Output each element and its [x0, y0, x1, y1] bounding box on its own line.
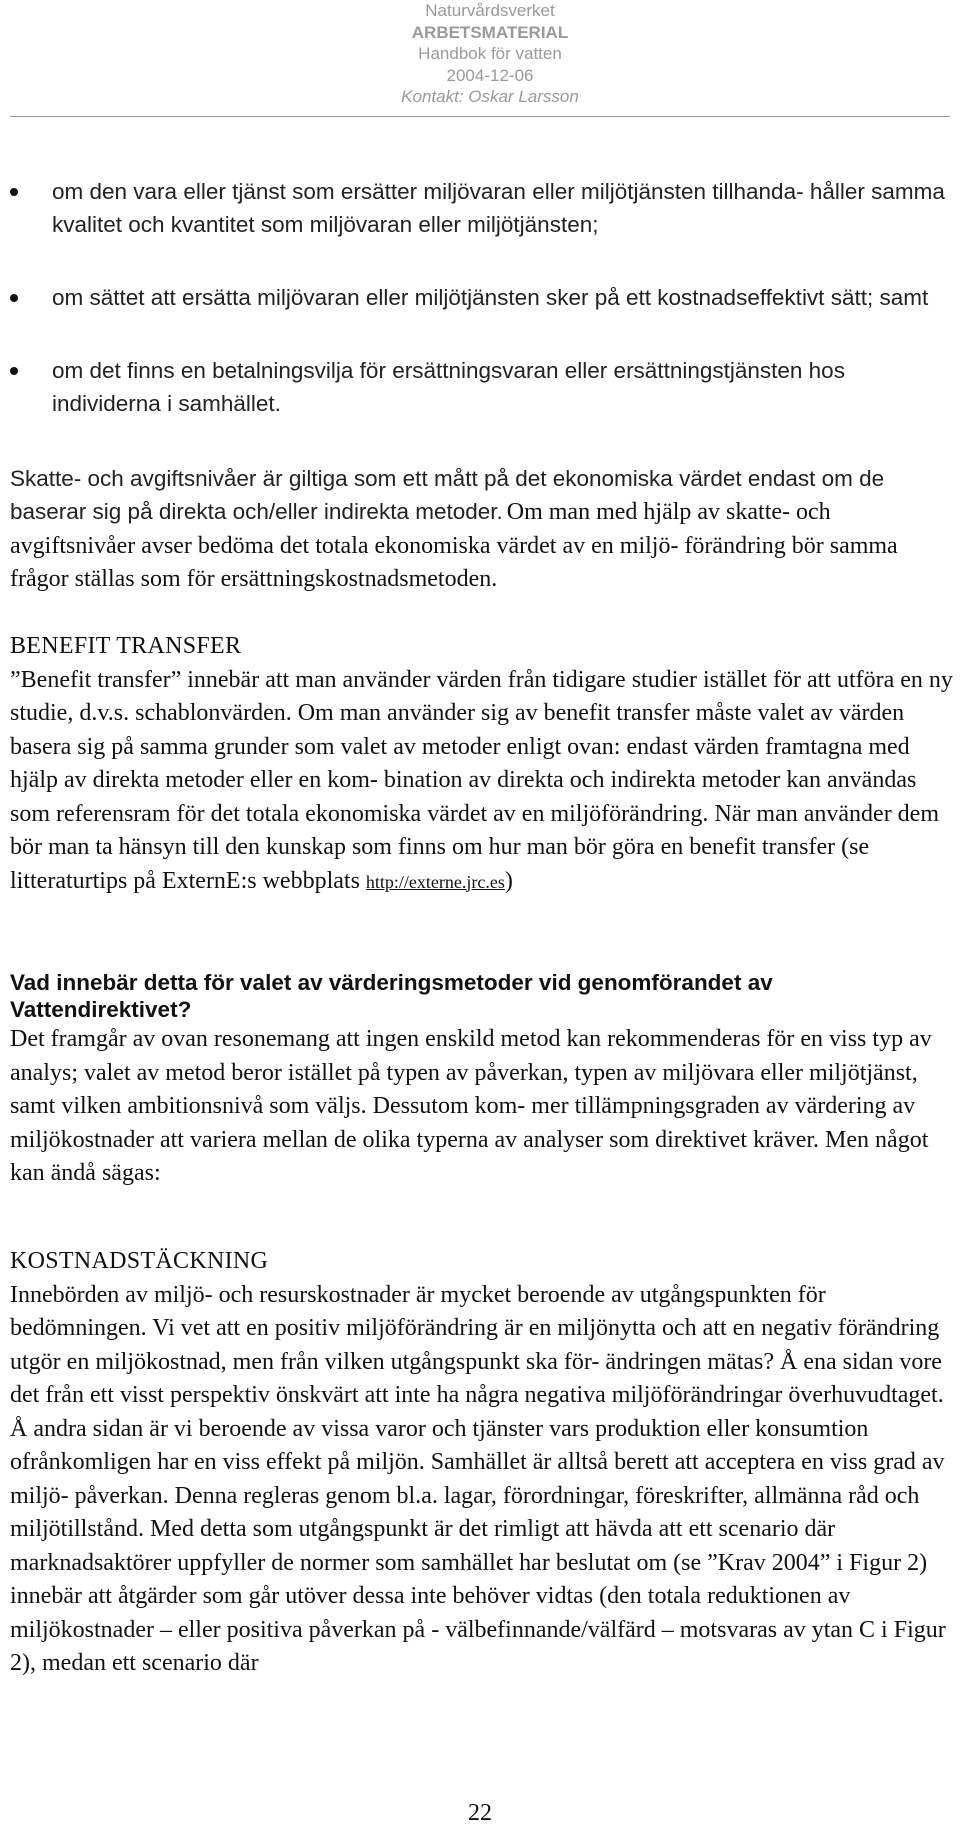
page-header	[380, 0, 600, 108]
question-paragraph	[10, 1023, 955, 1191]
paragraph-skatte-serif: Om man med hjälp av skatte- och avgiftsnivåer avser bedöma det totala ekonomiska värdet av en miljö- förändring bör samma frågor ställas som för ersättningskostnadsmetoden.	[10, 499, 898, 592]
list-item	[10, 354, 955, 420]
header-divider	[10, 116, 950, 117]
bullet-text: om det finns en betalningsvilja för ersättningsvaran eller ersättningstjänsten hos individerna i samhället.	[52, 358, 845, 416]
bullet-icon	[10, 294, 18, 302]
kostnad-text-5: Samhället är alltså berett att acceptera en viss grad av miljö- påverkan.	[10, 1449, 945, 1509]
question-text-2: Dessutom kom- mer tillämpningsgraden av värdering av miljökostnader att variera mellan de olika typerna av analyser som direktivet kräver.	[10, 1093, 916, 1153]
header-status: ARBETSMATERIAL	[411, 22, 569, 42]
kostnad-text-4: Å andra sidan är vi beroende av vissa varor och tjänster vars produktion eller konsumtion ofrånkomligen har en viss effekt på miljön.	[10, 1415, 869, 1475]
question-text-1: Det framgår av ovan resonemang att ingen enskild metod kan rekommenderas för en viss typ av analys; valet av metod beror istället på typen av påverkan, typen av miljövara eller miljötjänst, samt vilken ambitionsnivå som väljs.	[10, 1026, 932, 1119]
header-title: Handbok för vatten	[418, 44, 562, 63]
kostnad-text-2: Vi vet att en positiv miljöförändring är en miljönytta och att en negativ förändring utgör en miljökostnad, men från vilken utgångspunkt ska för- ändringen mätas?	[10, 1315, 940, 1375]
section-heading: KOSTNADSTÄCKNING	[10, 1248, 269, 1274]
benefit-text-1: ”Benefit transfer” innebär att man använder värden från tidigare studier istället för att utföra en ny studie, d.v.s. schablonvärden.	[10, 666, 953, 726]
section-question	[10, 969, 955, 1191]
benefit-close: )	[504, 867, 513, 894]
benefit-text-3: När man använder dem bör man ta hänsyn till den kunskap som finns om hur man bör göra en benefit transfer (se litteraturtips på ExternE:s webbplats	[10, 800, 940, 894]
bullet-text: om sättet att ersätta miljövaran eller miljötjänsten sker på ett kostnadseffektivt sätt; samt	[52, 285, 929, 310]
kostnad-paragraph	[10, 1279, 955, 1681]
criteria-bullet-list	[10, 175, 955, 460]
list-item	[10, 175, 955, 241]
section-heading: Vad innebär detta för valet av värderingsmetoder vid genomförandet av Vattendirektivet?	[10, 970, 773, 1022]
paragraph-skatte	[10, 462, 955, 597]
kostnad-text-6: Denna regleras genom bl.a. lagar, förordningar, föreskrifter, allmänna råd och miljötillstånd.	[10, 1482, 920, 1542]
header-org: Naturvårdsverket	[425, 1, 555, 20]
section-kostnadstackning	[10, 1245, 955, 1681]
bullet-text: om den vara eller tjänst som ersätter miljövaran eller miljötjänsten tillhanda- håller samma kvalitet och kvantitet som miljövaran eller miljötjänsten;	[52, 179, 945, 237]
header-date: 2004-12-06	[446, 65, 534, 85]
benefit-paragraph	[10, 664, 955, 900]
kostnad-text-1: Innebörden av miljö- och resurskostnader är mycket beroende av utgångspunkten för bedömningen.	[10, 1281, 826, 1341]
externe-link[interactable]: http://externe.jrc.es	[365, 871, 505, 892]
section-heading: BENEFIT TRANSFER	[10, 633, 242, 659]
question-text-3: Men något kan ändå sägas:	[10, 1126, 929, 1186]
section-benefit-transfer	[10, 630, 955, 899]
benefit-text-2: Om man använder sig av benefit transfer måste valet av värden basera sig på samma grunder som valet av metoder enligt ovan: endast värden framtagna med hjälp av direkta metoder eller en kom- bination av direkta och indirekta metoder kan användas som referensram för det totala ekonomiska värdet av en miljöförändring.	[10, 700, 917, 827]
page-number: 22	[468, 1800, 492, 1826]
bullet-icon	[10, 188, 18, 196]
list-item	[10, 281, 955, 314]
bullet-icon	[10, 367, 18, 375]
paragraph-skatte-sans: Skatte- och avgiftsnivåer är giltiga som ett mått på det ekonomiska värdet endast om de baserar sig på direkta och/eller indirekta metoder.	[10, 466, 885, 524]
kostnad-text-7: Med detta som utgångspunkt är det rimligt att hävda att ett scenario där marknadsaktörer uppfyller de normer som samhället har beslutat om (se ”Krav 2004” i Figur 2) innebär att åtgärder som går utöver dessa inte behöver vidtas (den totala reduktionen av miljökostnader – eller positiva påverkan på - välbefinnande/välfärd – motsvaras av ytan C i Figur 2), medan ett scenario där	[10, 1516, 946, 1676]
header-contact: Kontakt: Oskar Larsson	[401, 87, 579, 106]
kostnad-text-3: Å ena sidan vore det från ett visst perspektiv önskvärt att inte ha några negativa miljöförändringar överhuvudtaget.	[10, 1348, 944, 1408]
